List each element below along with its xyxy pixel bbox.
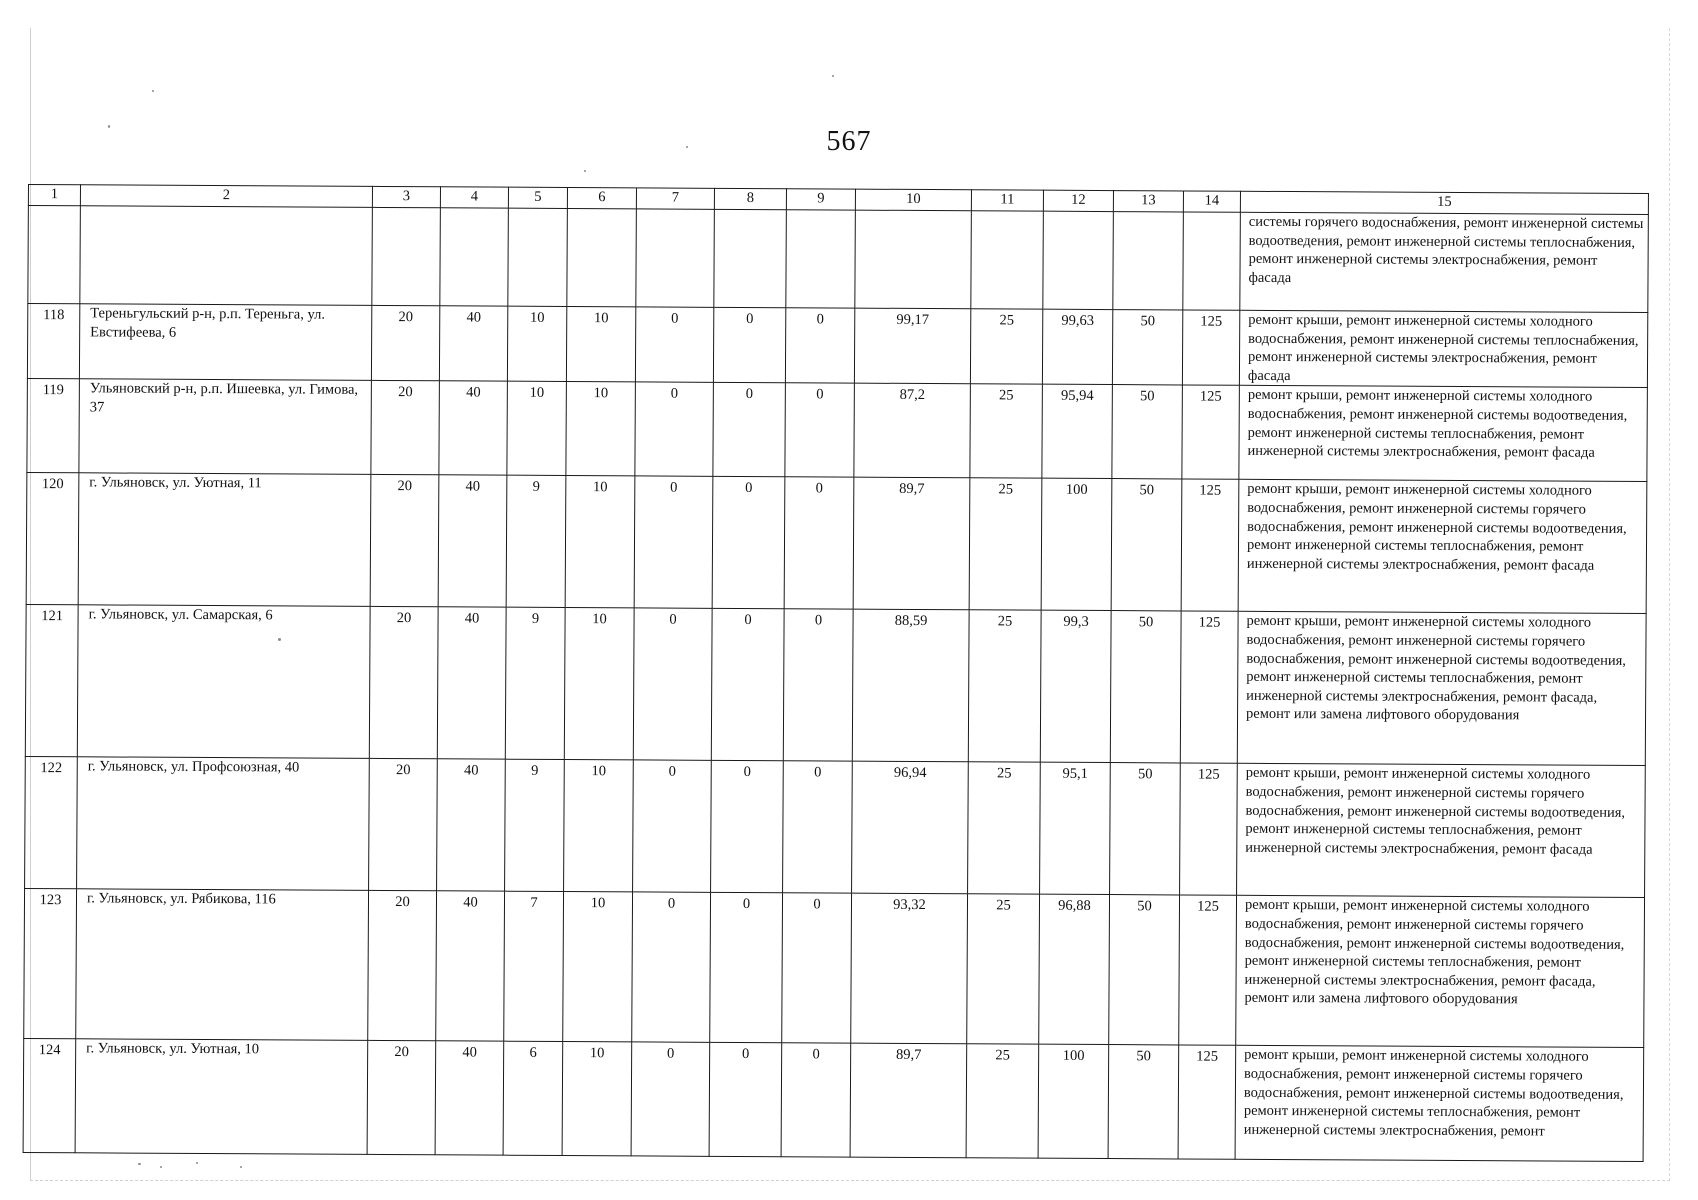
cell-col-14: 125 (1180, 611, 1238, 763)
cell-col-10: 99,17 (854, 308, 970, 384)
cell-col-7 (636, 209, 715, 307)
column-header-10: 10 (855, 189, 971, 211)
cell-col-6: 10 (566, 307, 635, 383)
scan-speck (240, 1166, 242, 1168)
column-header-13: 13 (1113, 191, 1183, 212)
cell-col-5: 9 (506, 476, 566, 608)
cell-col-8: 0 (713, 383, 786, 477)
cell-col-12 (1043, 211, 1114, 309)
cell-col-9: 0 (785, 308, 854, 384)
cell-col-4: 40 (437, 759, 506, 891)
address-cell: Тереньгульский р-н, р.п. Тереньга, ул. Евстифеева, 6 (79, 304, 371, 381)
cell-col-4: 40 (436, 891, 505, 1041)
cell-col-11: 25 (969, 478, 1042, 610)
cell-col-13: 50 (1110, 763, 1181, 895)
cell-col-11: 25 (968, 762, 1041, 894)
table-body (23, 206, 1648, 1162)
cell-col-7: 0 (635, 307, 713, 383)
table-row (26, 473, 1647, 614)
cell-col-5: 10 (507, 382, 567, 476)
cell-col-14: 125 (1182, 385, 1240, 479)
cell-col-6: 10 (562, 1042, 632, 1156)
cell-col-6 (567, 209, 637, 307)
cell-col-3: 20 (369, 759, 438, 891)
cell-col-10: 96,94 (852, 761, 969, 894)
column-header-6: 6 (567, 188, 636, 209)
row-number-cell: 123 (24, 889, 77, 1039)
cell-col-4 (440, 208, 509, 306)
cell-col-14: 125 (1178, 1045, 1236, 1159)
cell-col-5: 9 (505, 760, 565, 892)
cell-col-12: 99,3 (1040, 611, 1111, 763)
cell-col-12: 100 (1041, 479, 1112, 611)
cell-col-12: 95,94 (1042, 385, 1113, 479)
address-cell: Ульяновский р-н, р.п. Ишеевка, ул. Гимова, 37 (79, 379, 372, 475)
cell-col-8: 0 (710, 893, 783, 1043)
works-list-cell: ремонт крыши, ремонт инженерной системы холодного водоснабжения, ремонт инженерной системы горячего водоснабжения, ремонт инженерной системы водоотведения, ремонт инженерной системы теплоснабжения, ремонт инженерной системы электроснабжения, ремонт фасада (1237, 764, 1646, 898)
scan-speck (108, 125, 110, 128)
column-header-12: 12 (1043, 190, 1113, 211)
cell-col-7: 0 (633, 608, 712, 760)
table-row (28, 206, 1649, 313)
cell-col-8: 0 (709, 1043, 782, 1157)
cell-col-14 (1183, 212, 1241, 310)
column-header-9: 9 (786, 189, 855, 210)
cell-col-7: 0 (634, 476, 713, 608)
cell-col-7: 0 (632, 892, 711, 1042)
address-cell: г. Ульяновск, ул. Уютная, 10 (75, 1039, 368, 1155)
scan-speck (832, 75, 834, 77)
address-cell: г. Ульяновск, ул. Профсоюзная, 40 (77, 757, 370, 891)
cell-col-13: 50 (1109, 895, 1180, 1045)
table-row (23, 1039, 1644, 1162)
row-number-cell: 121 (25, 605, 78, 757)
row-number-cell: 122 (25, 757, 78, 889)
cell-col-14: 125 (1180, 763, 1238, 895)
scan-speck (160, 1166, 162, 1168)
scan-speck (138, 1163, 141, 1165)
cell-col-12: 96,88 (1039, 895, 1110, 1045)
cell-col-13: 50 (1111, 479, 1182, 611)
cell-col-12: 99,63 (1042, 309, 1112, 385)
cell-col-11: 25 (967, 894, 1040, 1044)
table-row (25, 757, 1646, 898)
row-number-cell: 118 (27, 304, 79, 380)
cell-col-9: 0 (785, 383, 855, 477)
cell-col-7: 0 (635, 382, 714, 476)
table-row (24, 889, 1645, 1048)
column-header-7: 7 (636, 188, 714, 209)
cell-col-6: 10 (563, 892, 633, 1042)
cell-col-14: 125 (1181, 479, 1239, 611)
page-number: 567 (826, 126, 872, 157)
cell-col-10: 88,59 (852, 609, 969, 762)
cell-col-8: 0 (711, 609, 784, 761)
column-header-14: 14 (1183, 191, 1240, 212)
cell-col-3: 20 (371, 305, 439, 381)
cell-col-3: 20 (367, 1041, 436, 1155)
row-number-cell (28, 206, 81, 304)
cell-col-8: 0 (713, 307, 785, 383)
scan-speck (278, 638, 281, 641)
cell-col-13: 50 (1110, 611, 1181, 763)
cell-col-9 (786, 210, 856, 308)
cell-col-9: 0 (783, 609, 853, 761)
cell-col-7: 0 (631, 1042, 710, 1156)
cell-col-5: 10 (507, 306, 566, 382)
cell-col-10: 89,7 (853, 477, 970, 610)
scan-speck (152, 90, 154, 92)
table-row (25, 605, 1646, 766)
cell-col-6: 10 (566, 382, 636, 476)
cell-col-13: 50 (1108, 1045, 1179, 1159)
cell-col-5: 9 (505, 608, 565, 760)
table-row (27, 304, 1647, 388)
cell-col-13: 50 (1112, 385, 1183, 479)
works-list-cell: ремонт крыши, ремонт инженерной системы холодного водоснабжения, ремонт инженерной системы теплоснабжения, ремонт инженерной системы электроснабжения, ремонт фасада (1239, 310, 1647, 388)
cell-col-11: 25 (966, 1044, 1039, 1158)
cell-col-3: 20 (370, 475, 439, 607)
cell-col-11: 25 (970, 384, 1043, 478)
row-number-cell: 120 (26, 473, 79, 605)
cell-col-10: 89,7 (850, 1043, 967, 1158)
cell-col-14: 125 (1182, 310, 1239, 386)
cell-col-5 (508, 208, 568, 306)
cell-col-9: 0 (781, 1043, 851, 1157)
works-list-cell: ремонт крыши, ремонт инженерной системы холодного водоснабжения, ремонт инженерной системы горячего водоснабжения, ремонт инженерной системы водоотведения, ремонт инженерной системы теплоснабжения, ремонт инженерной системы электроснабжения, ремонт фасада, ремонт или замена лифтового оборудования (1237, 612, 1646, 766)
cell-col-11 (971, 211, 1044, 309)
cell-col-12: 95,1 (1040, 763, 1111, 895)
cell-col-14: 125 (1179, 895, 1237, 1045)
repair-register-table (23, 184, 1649, 1162)
address-cell: г. Ульяновск, ул. Рябикова, 116 (76, 889, 369, 1041)
column-header-8: 8 (714, 188, 786, 209)
address-cell: г. Ульяновск, ул. Уютная, 11 (78, 473, 371, 607)
cell-col-5: 6 (503, 1042, 563, 1156)
cell-col-5: 7 (504, 892, 564, 1042)
address-cell: г. Ульяновск, ул. Самарская, 6 (77, 605, 370, 759)
table-row (27, 379, 1647, 482)
cell-col-7: 0 (633, 760, 712, 892)
cell-col-6: 10 (564, 608, 634, 760)
cell-col-4: 40 (438, 475, 507, 607)
column-header-3: 3 (372, 186, 440, 207)
column-header-5: 5 (508, 187, 567, 208)
cell-col-3 (372, 207, 441, 305)
cell-col-4: 40 (439, 306, 507, 382)
cell-col-8: 0 (711, 761, 784, 893)
cell-col-3: 20 (369, 607, 438, 759)
cell-col-4: 40 (435, 1041, 504, 1155)
scan-speck (196, 1162, 198, 1164)
cell-col-11: 25 (968, 610, 1041, 762)
cell-col-6: 10 (564, 760, 634, 892)
cell-col-8: 0 (712, 477, 785, 609)
works-list-cell: ремонт крыши, ремонт инженерной системы холодного водоснабжения, ремонт инженерной системы горячего водоснабжения, ремонт инженерной системы водоотведения, ремонт инженерной системы теплоснабжения, ремонт инженерной системы электроснабжения, ремонт (1235, 1046, 1644, 1162)
column-header-1: 1 (28, 185, 80, 206)
cell-col-4: 40 (437, 607, 506, 759)
cell-col-12: 100 (1038, 1045, 1109, 1159)
scan-speck (584, 170, 586, 172)
cell-col-9: 0 (784, 477, 854, 609)
cell-col-10 (855, 210, 972, 309)
cell-col-6: 10 (565, 476, 635, 608)
column-header-15: 15 (1240, 191, 1648, 214)
works-list-cell: ремонт крыши, ремонт инженерной системы холодного водоснабжения, ремонт инженерной системы горячего водоснабжения, ремонт инженерной системы водоотведения, ремонт инженерной системы теплоснабжения, ремонт инженерной системы электроснабжения, ремонт фасада, ремонт или замена лифтового оборудования (1236, 896, 1645, 1048)
column-header-4: 4 (440, 187, 508, 208)
cell-col-11: 25 (970, 309, 1042, 385)
cell-col-13: 50 (1112, 310, 1182, 386)
cell-col-3: 20 (368, 891, 437, 1041)
works-list-cell: системы горячего водоснабжения, ремонт инженерной системы водоотведения, ремонт инженерной системы теплоснабжения, ремонт инженерной системы электроснабжения, ремонт фасада (1240, 212, 1649, 312)
cell-col-10: 93,32 (851, 893, 968, 1044)
cell-col-3: 20 (371, 381, 440, 475)
row-number-cell: 119 (27, 379, 80, 473)
column-header-2: 2 (80, 185, 372, 208)
cell-col-4: 40 (439, 381, 508, 475)
cell-col-8 (714, 209, 787, 307)
address-cell (80, 206, 373, 306)
works-list-cell: ремонт крыши, ремонт инженерной системы холодного водоснабжения, ремонт инженерной системы горячего водоснабжения, ремонт инженерной системы водоотведения, ремонт инженерной системы теплоснабжения, ремонт инженерной системы электроснабжения, ремонт фасада (1238, 480, 1647, 614)
cell-col-9: 0 (783, 761, 853, 893)
cell-col-13 (1113, 212, 1184, 310)
row-number-cell: 124 (23, 1039, 76, 1153)
works-list-cell: ремонт крыши, ремонт инженерной системы холодного водоснабжения, ремонт инженерной системы водоотведения, ремонт инженерной системы теплоснабжения, ремонт инженерной системы электроснабжения, ремонт фасада (1239, 386, 1648, 482)
column-header-11: 11 (971, 190, 1043, 211)
cell-col-10: 87,2 (854, 383, 971, 478)
scan-speck (686, 146, 688, 148)
cell-col-9: 0 (782, 893, 852, 1043)
